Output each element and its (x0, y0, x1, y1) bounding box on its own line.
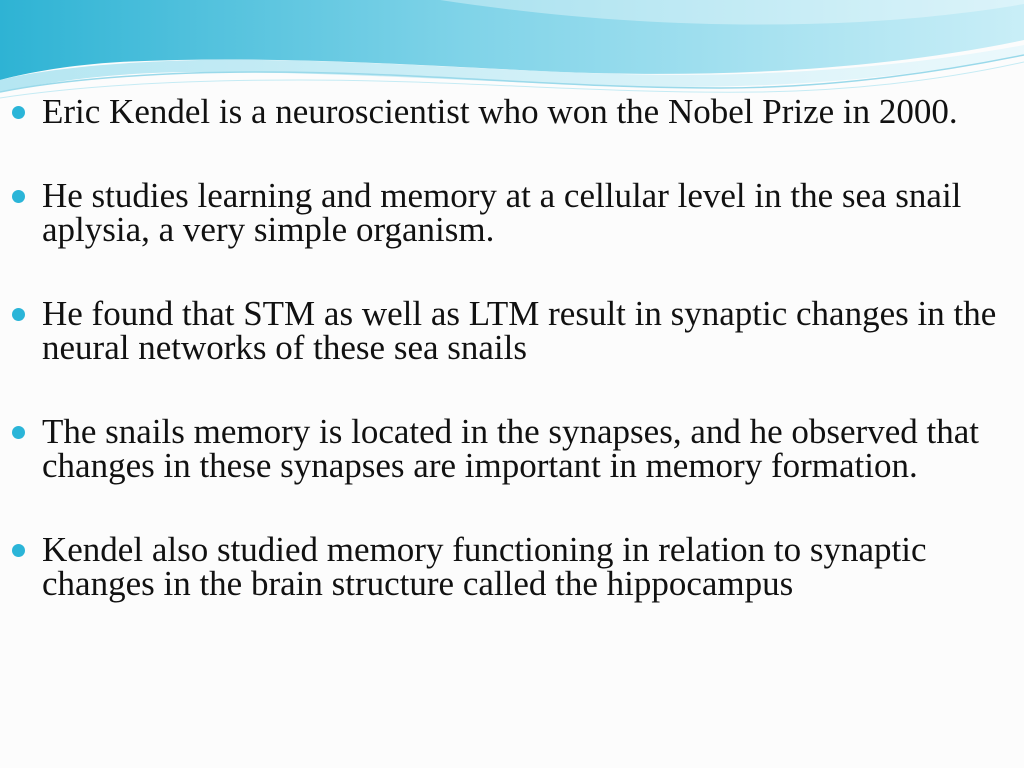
bullet-text: Eric Kendel is a neuroscientist who won the Nobel Prize in 2000. (42, 92, 958, 131)
bullet-dot-icon (12, 190, 25, 203)
bullet-dot-icon (12, 426, 25, 439)
bullet-dot-icon (12, 308, 25, 321)
bullet-text: He found that STM as well as LTM result in synaptic changes in the neural networks of these sea snails (42, 294, 997, 367)
bullet-list (12, 92, 1017, 603)
bullet-text: The snails memory is located in the synapses, and he observed that changes in these synapses are important in memory formation. (42, 412, 979, 485)
bullet-item (12, 176, 1017, 249)
bullet-item (12, 92, 1017, 131)
bullet-dot-icon (12, 544, 25, 557)
bullet-item (12, 412, 1017, 485)
bullet-text: He studies learning and memory at a cellular level in the sea snail aplysia, a very simple organism. (42, 176, 962, 249)
slide-body (12, 92, 1017, 603)
bullet-item (12, 530, 1017, 603)
bullet-text: Kendel also studied memory functioning in relation to synaptic changes in the brain structure called the hippocampus (42, 530, 927, 603)
bullet-dot-icon (12, 106, 25, 119)
bullet-item (12, 294, 1017, 367)
